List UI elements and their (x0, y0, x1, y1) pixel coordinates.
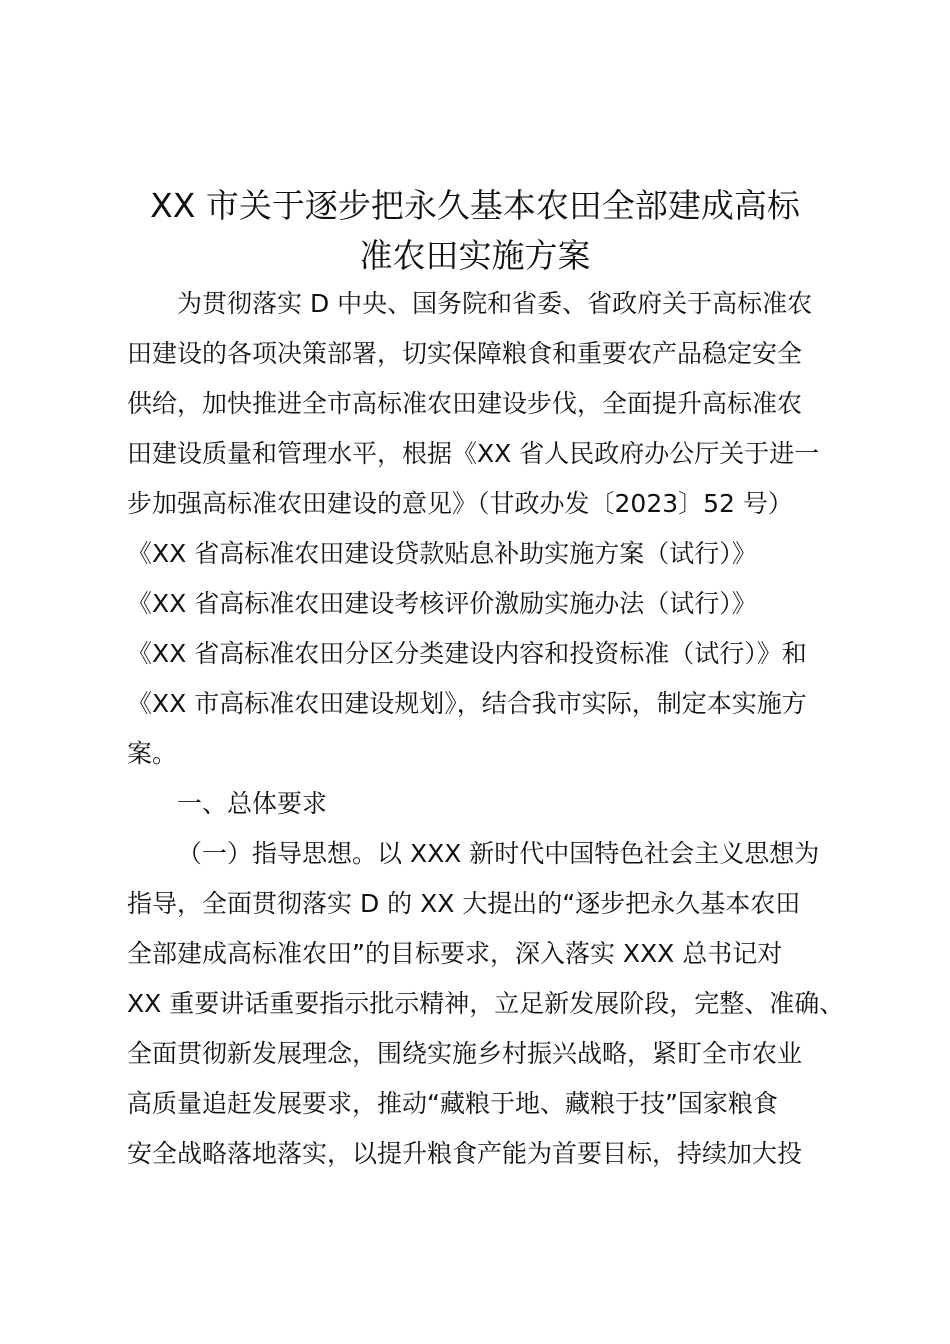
intro-paragraph-line-8: 《XX 省高标准农田分区分类建设内容和投资标准（试行）》和 (127, 639, 807, 668)
section-heading: 一、总体要求 (177, 789, 328, 818)
guiding-paragraph-line-1: （一）指导思想。以 XXX 新时代中国特色社会主义思想为 (177, 839, 820, 868)
guiding-paragraph-line-5: 全面贯彻新发展理念，围绕实施乡村振兴战略，紧盯全市农业 (127, 1039, 803, 1068)
intro-paragraph-line-2: 田建设的各项决策部署，切实保障粮食和重要农产品稳定安全 (127, 339, 803, 368)
document-title-line-2: 准农田实施方案 (359, 236, 591, 275)
intro-paragraph-line-6: 《XX 省高标准农田建设贷款贴息补助实施方案（试行）》 (127, 539, 757, 568)
intro-paragraph-line-9: 《XX 市高标准农田建设规划》，结合我市实际，制定本实施方 (127, 689, 807, 718)
intro-paragraph-line-10: 案。 (127, 739, 178, 768)
intro-paragraph-line-7: 《XX 省高标准农田建设考核评价激励实施办法（试行）》 (127, 589, 757, 618)
intro-paragraph-line-1: 为贯彻落实 D 中央、国务院和省委、省政府关于高标准农 (177, 289, 813, 318)
guiding-paragraph-line-3: 全部建成高标准农田”的目标要求，深入落实 XXX 总书记对 (127, 939, 783, 968)
intro-paragraph-line-5: 步加强高标准农田建设的意见》（甘政办发〔2023〕52 号） (127, 489, 793, 518)
intro-paragraph-line-3: 供给，加快推进全市高标准农田建设步伐，全面提升高标准农 (127, 389, 803, 418)
guiding-paragraph-line-2: 指导，全面贯彻落实 D 的 XX 大提出的“逐步把永久基本农田 (127, 889, 801, 918)
guiding-paragraph-line-7: 安全战略落地落实，以提升粮食产能为首要目标，持续加大投 (127, 1139, 803, 1168)
intro-paragraph-line-4: 田建设质量和管理水平，根据《XX 省人民政府办公厅关于进一 (127, 439, 820, 468)
guiding-paragraph-line-4: XX 重要讲话重要指示批示精神，立足新发展阶段，完整、准确、 (127, 989, 845, 1018)
document-title-line-1: XX 市关于逐步把永久基本农田全部建成高标 (150, 186, 800, 225)
guiding-paragraph-line-6: 高质量追赶发展要求，推动“藏粮于地、藏粮于技”国家粮食 (127, 1089, 778, 1118)
